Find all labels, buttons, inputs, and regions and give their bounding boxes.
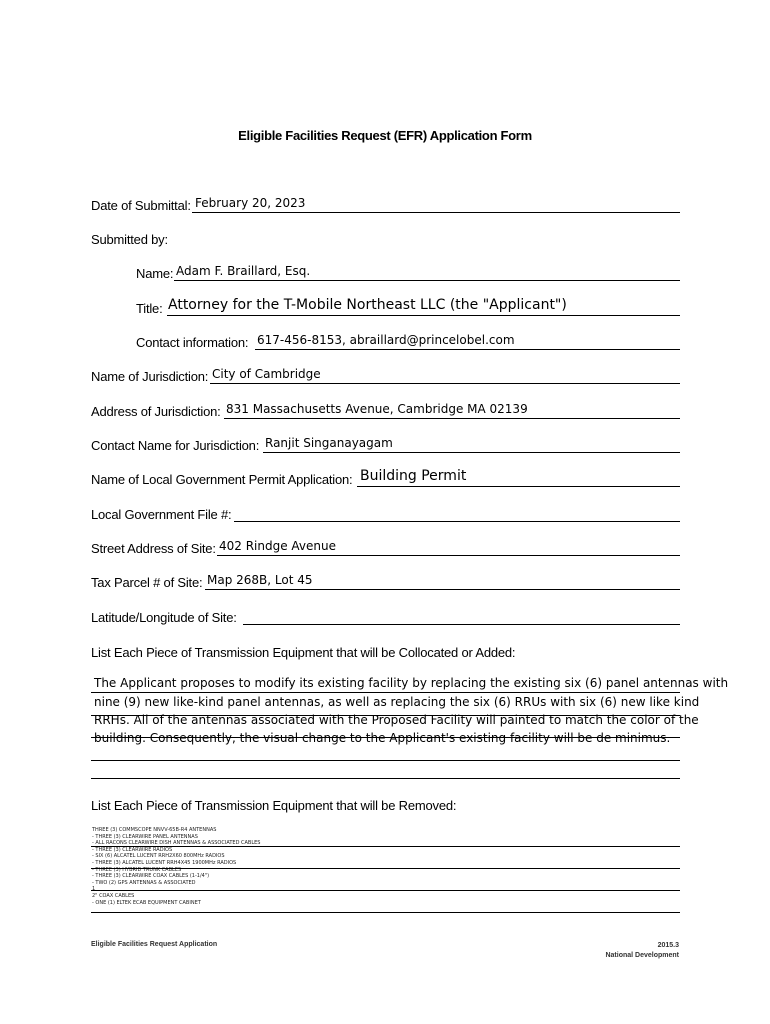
removed-rule-3 — [91, 890, 680, 891]
footer-version: 2015.3 — [657, 942, 679, 949]
date-label: Date of Submittal: — [91, 198, 191, 213]
contact-value[interactable]: 617-456-8153, abraillard@princelobel.com — [257, 333, 515, 347]
parcel-underline — [205, 589, 680, 590]
added-line-3: RRHs. All of the antennas associated with the Proposed Facility will painted to match the color of the — [94, 713, 699, 727]
list-item: - ALL RACONS CLEARWIRE DISH ANTENNAS & ASSOCIATED CABLES — [92, 840, 261, 847]
list-item: - ONE (1) ELTEK ECAB EQUIPMENT CABINET — [92, 899, 201, 906]
list-item: THREE (3) COMMSCOPE NNVV-65B-R4 ANTENNAS — [92, 827, 217, 833]
file-underline — [234, 521, 680, 522]
added-line-2: nine (9) new like-kind panel antennas, as well as replacing the six (6) RRUs with six (6) new like kind — [94, 695, 700, 709]
permit-value[interactable]: Building Permit — [360, 468, 467, 484]
latlong-underline — [243, 624, 680, 625]
contact-name-value[interactable]: Ranjit Singanayagam — [265, 436, 393, 450]
removed-rule-4 — [91, 912, 680, 913]
footer-right — [605, 941, 679, 961]
list-item: - THREE (3) CLEARWIRE COAX CABLES (1-1/4") — [92, 873, 210, 880]
added-line-4: building. Consequently, the visual change to the Applicant's existing facility will be de minimus. — [94, 731, 671, 745]
submitted-by-label: Submitted by: — [91, 232, 168, 247]
title-row — [136, 294, 680, 316]
contact-label: Contact information: — [136, 335, 249, 350]
name-underline — [174, 280, 680, 281]
footer-left: Eligible Facilities Request Application — [91, 941, 218, 948]
parcel-value[interactable]: Map 268B, Lot 45 — [207, 573, 313, 587]
title-value[interactable]: Attorney for the T-Mobile Northeast LLC (the "Applicant") — [168, 297, 567, 313]
street-value[interactable]: 402 Rindge Avenue — [219, 539, 337, 553]
latlong-label: Latitude/Longitude of Site: — [91, 610, 237, 625]
address-row — [91, 397, 680, 419]
added-rule-4 — [91, 760, 680, 761]
date-underline — [192, 212, 680, 213]
street-row — [91, 534, 680, 556]
address-label: Address of Jurisdiction: — [91, 404, 221, 419]
jurisdiction-row — [91, 362, 680, 384]
address-underline — [224, 418, 680, 419]
list-item: - THREE (3) HYBRID TRUNK CABLES — [92, 866, 182, 873]
permit-row — [91, 465, 680, 487]
removed-equipment-list — [92, 827, 260, 906]
date-row — [91, 191, 680, 213]
removed-rule-2 — [91, 868, 680, 869]
jurisdiction-label: Name of Jurisdiction: — [91, 369, 209, 384]
removed-equipment-label: List Each Piece of Transmission Equipment that will be Removed: — [91, 798, 457, 813]
name-row — [136, 259, 680, 281]
contact-row — [136, 328, 680, 350]
contact-name-underline — [263, 452, 680, 453]
footer-department: National Development — [605, 952, 679, 959]
list-item: - SIX (6) ALCATEL LUCENT RRH2X60 800MHz RADIOS — [92, 853, 225, 860]
jurisdiction-value[interactable]: City of Cambridge — [212, 367, 321, 381]
parcel-row — [91, 568, 680, 590]
list-item: 1 — [92, 886, 96, 893]
parcel-label: Tax Parcel # of Site: — [91, 575, 203, 590]
form-title: Eligible Facilities Request (EFR) Application Form — [238, 128, 532, 143]
title-label: Title: — [136, 301, 163, 316]
file-label: Local Government File #: — [91, 507, 232, 522]
file-row — [91, 500, 680, 522]
list-item: - THREE (3) ALCATEL LUCENT RRH4X45 1900MHz RADIOS — [92, 859, 237, 866]
title-underline — [167, 315, 680, 316]
address-value[interactable]: 831 Massachusetts Avenue, Cambridge MA 02139 — [226, 402, 528, 416]
name-label: Name: — [136, 266, 174, 281]
permit-underline — [357, 486, 680, 487]
added-rule-1 — [91, 692, 680, 693]
added-line-1: The Applicant proposes to modify its existing facility by replacing the existing six (6) panel antennas with — [94, 676, 729, 690]
added-equipment-label: List Each Piece of Transmission Equipment that will be Collocated or Added: — [91, 645, 516, 660]
removed-rule-1 — [91, 846, 680, 847]
list-item: 2" COAX CABLES — [92, 892, 135, 899]
list-item: - THREE (3) CLEARWIRE RADIOS — [92, 846, 173, 853]
contact-underline — [255, 349, 680, 350]
name-value[interactable]: Adam F. Braillard, Esq. — [176, 264, 311, 278]
contact-name-row — [91, 431, 680, 453]
street-underline — [217, 555, 680, 556]
street-label: Street Address of Site: — [91, 541, 216, 556]
added-rule-5 — [91, 778, 680, 779]
list-item: - TWO (2) GPS ANTENNAS & ASSOCIATED — [92, 879, 196, 886]
latlong-row — [91, 603, 680, 625]
list-item: - THREE (3) CLEARWIRE PANEL ANTENNAS — [92, 833, 198, 840]
permit-label: Name of Local Government Permit Application: — [91, 472, 353, 487]
contact-name-label: Contact Name for Jurisdiction: — [91, 438, 260, 453]
date-value[interactable]: February 20, 2023 — [195, 196, 306, 210]
jurisdiction-underline — [210, 383, 680, 384]
